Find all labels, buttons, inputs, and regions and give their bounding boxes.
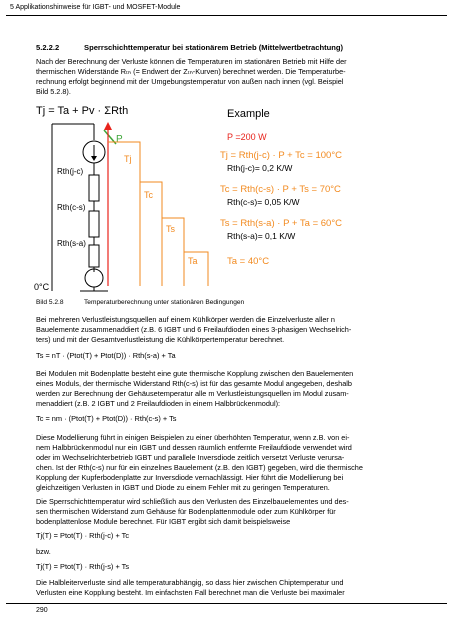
text-line: Diese Modellierung führt in einigen Beispielen zu einer überhöhten Temperatur, wenn z.B. von ei- [36, 433, 350, 442]
caption-text: Temperaturberechnung unter stationären Bedingungen [84, 299, 245, 306]
section-heading [36, 43, 343, 52]
ta-label: Ta [188, 256, 198, 266]
paragraph-5 [36, 497, 448, 527]
formula-case-temp: Tc = nm · (Ptot(T) + Ptot(D)) · Rth(c-s) + Ts [36, 414, 177, 423]
text-line: sen thermischen Widerstand zum Gehäuse für Bodenplattenmodule oder zum Kühlkörper für [36, 507, 336, 516]
eq-ta: Ta = 40°C [227, 256, 270, 267]
example-title: Example [227, 108, 270, 120]
val-rth-sa: Rth(s-a)= 0,1 K/W [227, 231, 296, 241]
text-line: Kopplung der Kupferbodenplatte zur Inversdiode vernachlässigt. Hier führt die Modellierung bei [36, 473, 344, 482]
tj-label: Tj [124, 154, 132, 164]
resistor-label-jc: Rth(j-c) [57, 167, 84, 176]
val-rth-jc: Rth(j-c)= 0,2 K/W [227, 163, 293, 173]
resistor-label-sa: Rth(s-a) [57, 239, 86, 248]
thermal-figure [32, 100, 422, 295]
figure-top-formula: Tj = Ta + Pv · ΣRth [36, 105, 129, 117]
page-number: 290 [36, 607, 48, 614]
text-line: eines Moduls, der thermische Widerstand Rth(c-s) ist für das gesamte Modul angegeben, deshalb [36, 379, 352, 388]
text-line: chen. Ist der Rth(c-s) nur für ein einzelnes Bauelement (z.B. den IGBT) gegeben, wird die thermische [36, 463, 363, 472]
text-line: Die Halbleiterverluste sind alle temperaturabhängig, so dass hier zwischen Chiptemperatur und [36, 578, 344, 587]
power-label: P [116, 134, 123, 145]
text-line: Bei mehreren Verlustleistungsquellen auf einem Kühlkörper werden die Einzelverluste aller n [36, 315, 335, 324]
section-title: Sperrschichttemperatur bei stationärem Betrieb (Mittelwertbetrachtung) [84, 43, 344, 52]
paragraph-1 [36, 57, 448, 97]
formula-junction-sink: Tj(T) = Ptot(T) · Rth(j-s) + Ts [36, 562, 130, 571]
val-rth-cs: Rth(c-s)= 0,05 K/W [227, 197, 300, 207]
paragraph-4 [36, 433, 448, 493]
eq-tj: Tj = Rth(j-c) · P + Tc = 100°C [220, 150, 342, 161]
text-line: gleichzeitigen Verlusten in IGBT und Diode zu einem Fehler mit zu geringen Temperaturen. [36, 483, 330, 492]
power-value: P =200 W [227, 132, 267, 142]
tc-label: Tc [144, 190, 153, 200]
text-line: rechnung erfolgt beginnend mit der Umgebungstemperatur von außen nach innen (vgl. Beispiel [36, 77, 344, 86]
text-line: Verlusten eine Kopplung besteht. Im einfachsten Fall berechnet man die Verluste bei maximaler [36, 588, 345, 597]
resistor-label-cs: Rth(c-s) [57, 203, 86, 212]
footer-rule [6, 603, 447, 604]
formula-junction-case: Tj(T) = Ptot(T) · Rth(j-c) + Tc [36, 531, 130, 540]
paragraph-3 [36, 369, 448, 409]
ts-label: Ts [166, 224, 175, 234]
caption-label: Bild 5.2.8 [36, 299, 64, 306]
text-line: Bei Modulen mit Bodenplatte besteht eine gute thermische Kopplung zwischen den Bauelementen [36, 369, 354, 378]
text-line: werden zur Berechnung der Gehäusetemperatur alle m Verlustleistungsquellen im Modul zusam- [36, 389, 349, 398]
header-rule [6, 15, 447, 16]
running-header: 5 Applikationshinweise für IGBT- und MOSFET-Module [10, 4, 181, 11]
text-line: Nach der Berechnung der Verluste können die Temperaturen im stationären Betrieb mit Hilfe der [36, 57, 347, 66]
eq-tc: Tc = Rth(c-s) · P + Ts = 70°C [220, 184, 341, 195]
text-bzw: bzw. [36, 547, 51, 556]
paragraph-6 [36, 578, 448, 598]
text-line: Bild 5.2.8). [36, 87, 71, 96]
ground-label: 0°C [34, 282, 50, 292]
figure-caption [36, 299, 244, 306]
text-line: oder im Wechselrichterbetrieb IGBT und parallele Inversdiode zeitlich versetzt Verluste verursa- [36, 453, 345, 462]
section-number: 5.2.2.2 [36, 43, 60, 52]
paragraph-2 [36, 315, 448, 345]
formula-heatsink-temp: Ts = nT · (Ptot(T) + Ptot(D)) · Rth(s-a) + Ta [36, 351, 176, 360]
text-line: bodenplattenlose Module berechnet. Für IGBT ergibt sich damit beispielsweise [36, 517, 291, 526]
text-line: menaddiert (z.B. 2 IGBT und 2 Freilaufdioden in einem Halbbrückenmodul): [36, 399, 281, 408]
text-line: Bauelemente zusammenaddiert (z.B. 6 IGBT und 6 Freilaufdioden eines 3-phasigen Wechselrich- [36, 325, 352, 334]
text-line: ters) und mit der Gesamtverlustleistung die Kühlkörpertemperatur berechnet. [36, 335, 285, 344]
eq-ts: Ts = Rth(s-a) · P + Ta = 60°C [220, 218, 342, 229]
text-line: Die Sperrschichttemperatur wird schließlich aus den Verlusten des Einzelbauelementes und des- [36, 497, 349, 506]
text-line: nem Halbbrückenmodul nur ein IGBT und dessen räumlich entfernte Freilaufdiode verwendet wird [36, 443, 352, 452]
text-line: thermischen Widerstände Rₜₕ (= Endwert der Zₜₕ-Kurven) berechnet werden. Die Temperaturbe- [36, 67, 346, 76]
